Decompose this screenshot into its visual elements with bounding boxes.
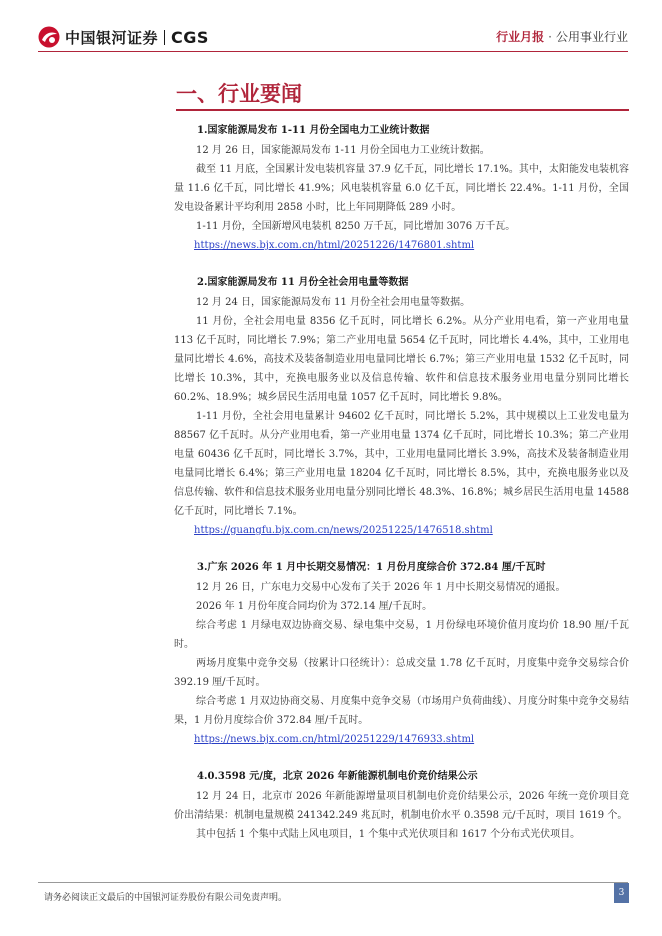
footer-disclaimer: 请务必阅读正文最后的中国银河证券股份有限公司免责声明。 bbox=[44, 893, 288, 903]
header-separator: · bbox=[548, 30, 552, 44]
logo-en-text: CGS bbox=[171, 27, 209, 47]
news-paragraph: 11 月份，全社会用电量 8356 亿千瓦时，同比增长 6.2%。从分产业用电看，第一产业用电量 113 亿千瓦时，同比增长 7.9%；第二产业用电量 5654 亿千瓦时，同比增长 4.4%，其中，工业用电量同比增长 4.6%，高技术及装备制造业用电量同比增长 6.7%；第三产业用电量 1532 亿千瓦时，同比增长 10.3%，其中，充换电服务业以及信息传输、软件和信息技术服务业用电量分别同比增长 60.2%、18.9%；城乡居民生活用电量 1057 亿千瓦时，同比增长 9.8%。 bbox=[174, 316, 629, 403]
news-title: 4.0.3598 元/度，北京 2026 年新能源机制电价竞价结果公示 bbox=[197, 771, 478, 782]
news-paragraph: 1-11 月份，全社会用电量累计 94602 亿千瓦时，同比增长 5.2%，其中规模以上工业发电量为 88567 亿千瓦时。从分产业用电看，第一产业用电量 1374 亿千瓦时，同比增长 10.3%；第二产业用电量 60436 亿千瓦时，同比增长 3.7%，其中，工业用电量同比增长 3.9%，高技术及装备制造业用电量同比增长 6.4%；第三产业用电量 18204 亿千瓦时，同比增长 8.5%，其中，充换电服务业以及信息传输、软件和信息技术服务业用电量分别同比增长 48.3%、16.8%；城乡居民生活用电量 14588 亿千瓦时，同比增长 7.1%。 bbox=[174, 411, 629, 517]
news-title: 3.广东 2026 年 1 月中长期交易情况：1 月份月度综合价 372.84 厘/千瓦时 bbox=[197, 562, 546, 573]
page-number: 3 bbox=[614, 883, 629, 903]
industry-name: 公用事业行业 bbox=[555, 30, 628, 44]
source-link[interactable]: https://guangfu.bjx.com.cn/news/20251225/1476518.shtml bbox=[194, 525, 493, 536]
news-paragraph: 12 月 24 日，国家能源局发布 11 月份全社会用电量等数据。 bbox=[196, 297, 471, 308]
news-item bbox=[174, 121, 629, 255]
logo-divider bbox=[164, 30, 165, 45]
galaxy-logo-icon bbox=[38, 26, 60, 48]
section-underline bbox=[176, 109, 629, 111]
news-item bbox=[174, 273, 629, 540]
news-paragraph: 截至 11 月底，全国累计发电装机容量 37.9 亿千瓦，同比增长 17.1%。其中，太阳能发电装机容量 11.6 亿千瓦，同比增长 41.9%；风电装机容量 6.0 亿千瓦，同比增长 22.4%。1-11 月份，全国发电设备累计平均利用 2858 小时，比上年同期降低 289 小时。 bbox=[174, 164, 629, 213]
section-title: 一、行业要闻 bbox=[176, 82, 302, 106]
news-paragraph: 综合考虑 1 月绿电双边协商交易、绿电集中交易，1 月份绿电环境价值月度均价 18.90 厘/千瓦时。 bbox=[174, 620, 629, 650]
news-paragraph: 综合考虑 1 月双边协商交易、月度集中竞争交易（市场用户负荷曲线）、月度分时集中竞争交易结果，1 月份月度综合价 372.84 厘/千瓦时。 bbox=[174, 696, 629, 726]
news-title: 1.国家能源局发布 1-11 月份全国电力工业统计数据 bbox=[197, 125, 430, 136]
news-item bbox=[174, 558, 629, 749]
news-title: 2.国家能源局发布 11 月份全社会用电量等数据 bbox=[197, 277, 409, 288]
news-paragraph: 12 月 26 日，国家能源局发布 1-11 月份全国电力工业统计数据。 bbox=[196, 145, 490, 156]
source-link[interactable]: https://news.bjx.com.cn/html/20251226/1476801.shtml bbox=[194, 240, 475, 251]
logo-cn-text: 中国银河证券 bbox=[65, 28, 159, 47]
header-divider bbox=[38, 51, 628, 52]
news-list bbox=[174, 117, 629, 862]
page-header bbox=[0, 0, 662, 62]
news-paragraph: 其中包括 1 个集中式陆上风电项目，1 个集中式光伏项目和 1617 个分布式光伏项目。 bbox=[196, 829, 581, 840]
source-link[interactable]: https://news.bjx.com.cn/html/20251229/1476933.shtml bbox=[194, 734, 475, 745]
news-paragraph: 12 月 24 日，北京市 2026 年新能源增量项目机制电价竞价结果公示，2026 年统一竞价项目竞价出清结果：机制电量规模 241342.249 兆瓦时，机制电价水平 0.3598 元/千瓦时，项目 1619 个。 bbox=[174, 791, 629, 821]
footer-divider bbox=[38, 882, 628, 883]
report-category bbox=[496, 28, 628, 45]
news-item bbox=[174, 767, 629, 844]
news-paragraph: 12 月 26 日，广东电力交易中心发布了关于 2026 年 1 月中长期交易情况的通报。 bbox=[196, 582, 566, 593]
company-logo bbox=[38, 26, 209, 48]
news-paragraph: 1-11 月份，全国新增风电装机 8250 万千瓦，同比增加 3076 万千瓦。 bbox=[196, 221, 516, 232]
report-type: 行业月报 bbox=[496, 30, 545, 44]
news-paragraph: 两场月度集中竞争交易（按累计口径统计）：总成交量 1.78 亿千瓦时，月度集中竞争交易综合价 392.19 厘/千瓦时。 bbox=[174, 658, 629, 688]
news-paragraph: 2026 年 1 月份年度合同均价为 372.14 厘/千瓦时。 bbox=[196, 601, 433, 612]
